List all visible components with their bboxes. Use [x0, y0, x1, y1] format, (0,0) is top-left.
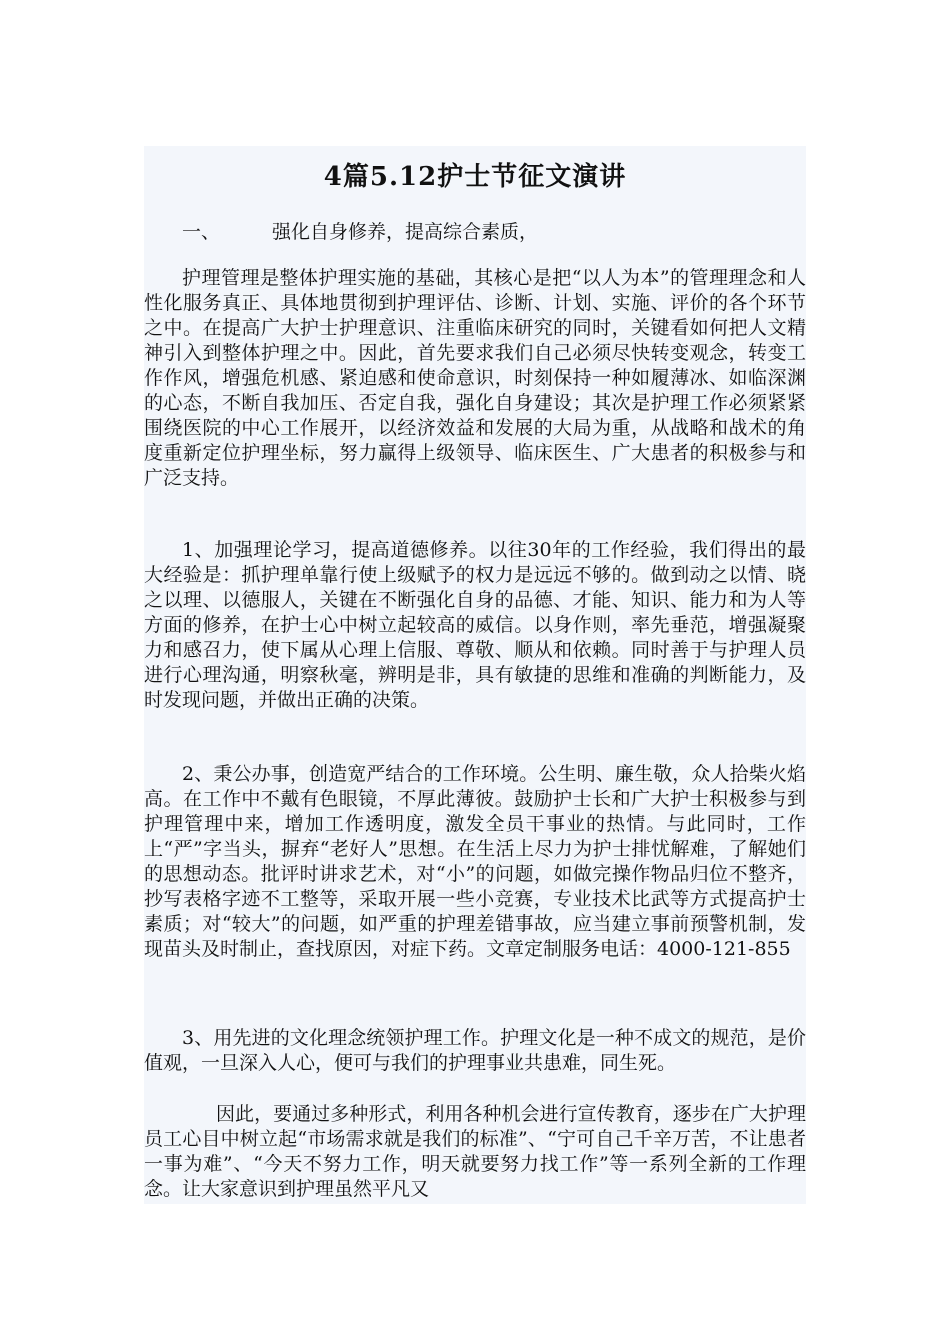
paragraph-conclusion: 因此，要通过多种形式，利用各种机会进行宣传教育，逐步在广大护理员工心目中树立起“市场需求就是我们的标准”、“宁可自己千辛万苦，不让患者一事为难”、“今天不努力工作，明天就要努力找工作”等一系列全新的工作理念。让大家意识到护理虽然平凡又: [144, 1103, 806, 1200]
paragraph-point-3: 3、用先进的文化理念统领护理工作。护理文化是一种不成文的规范，是价值观，一旦深入人心，便可与我们的护理事业共患难，同生死。: [144, 1027, 806, 1074]
paragraph-point-2: 2、秉公办事，创造宽严结合的工作环境。公生明、廉生敬，众人拾柴火焰高。在工作中不戴有色眼镜，不厚此薄彼。鼓励护士长和广大护士积极参与到护理管理中来，增加工作透明度，激发全员干事业的热情。与此同时，工作上“严”字当头，摒弃“老好人”思想。在生活上尽力为护士排忧解难，了解她们的思想动态。批评时讲求艺术，对“小”的问题，如做完操作物品归位不整齐，抄写表格字迹不工整等，采取开展一些小竞赛，专业技术比武等方式提高护士素质；对“较大”的问题，如严重的护理差错事故，应当建立事前预警机制，发现苗头及时制止，查找原因，对症下药。文章定制服务电话：4000-121-855: [144, 763, 806, 960]
section-heading-text: 强化自身修养，提高综合素质，: [272, 221, 539, 243]
paragraph-point-1: 1、加强理论学习，提高道德修养。以往30年的工作经验，我们得出的最大经验是：抓护理单靠行使上级赋予的权力是远远不够的。做到动之以情、晓之以理、以德服人，关键在不断强化自身的品德、才能、知识、能力和为人等方面的修养，在护士心中树立起较高的威信。以身作则，率先垂范，增强凝聚力和感召力，使下属从心理上信服、尊敬、顺从和依赖。同时善于与护理人员进行心理沟通，明察秋毫，辨明是非，具有敏捷的思维和准确的判断能力，及时发现问题，并做出正确的决策。: [144, 539, 806, 711]
section-heading: [144, 220, 806, 245]
paragraph-intro: 护理管理是整体护理实施的基础，其核心是把“以人为本”的管理理念和人性化服务真正、具体地贯彻到护理评估、诊断、计划、实施、评价的各个环节之中。在提高广大护士护理意识、注重临床研究的同时，关键看如何把人文精神引入到整体护理之中。因此，首先要求我们自己必须尽快转变观念，转变工作作风，增强危机感、紧迫感和使命意识，时刻保持一种如履薄冰、如临深渊的心态，不断自我加压、否定自我，强化自身建设；其次是护理工作必须紧紧围绕医院的中心工作展开，以经济效益和发展的大局为重，从战略和战术的角度重新定位护理坐标，努力赢得上级领导、临床医生、广大患者的积极参与和广泛支持。: [144, 267, 806, 489]
document-page: [144, 146, 806, 1204]
section-number: 一、: [182, 221, 221, 243]
document-title: 4篇5.12护士节征文演讲: [323, 162, 627, 192]
